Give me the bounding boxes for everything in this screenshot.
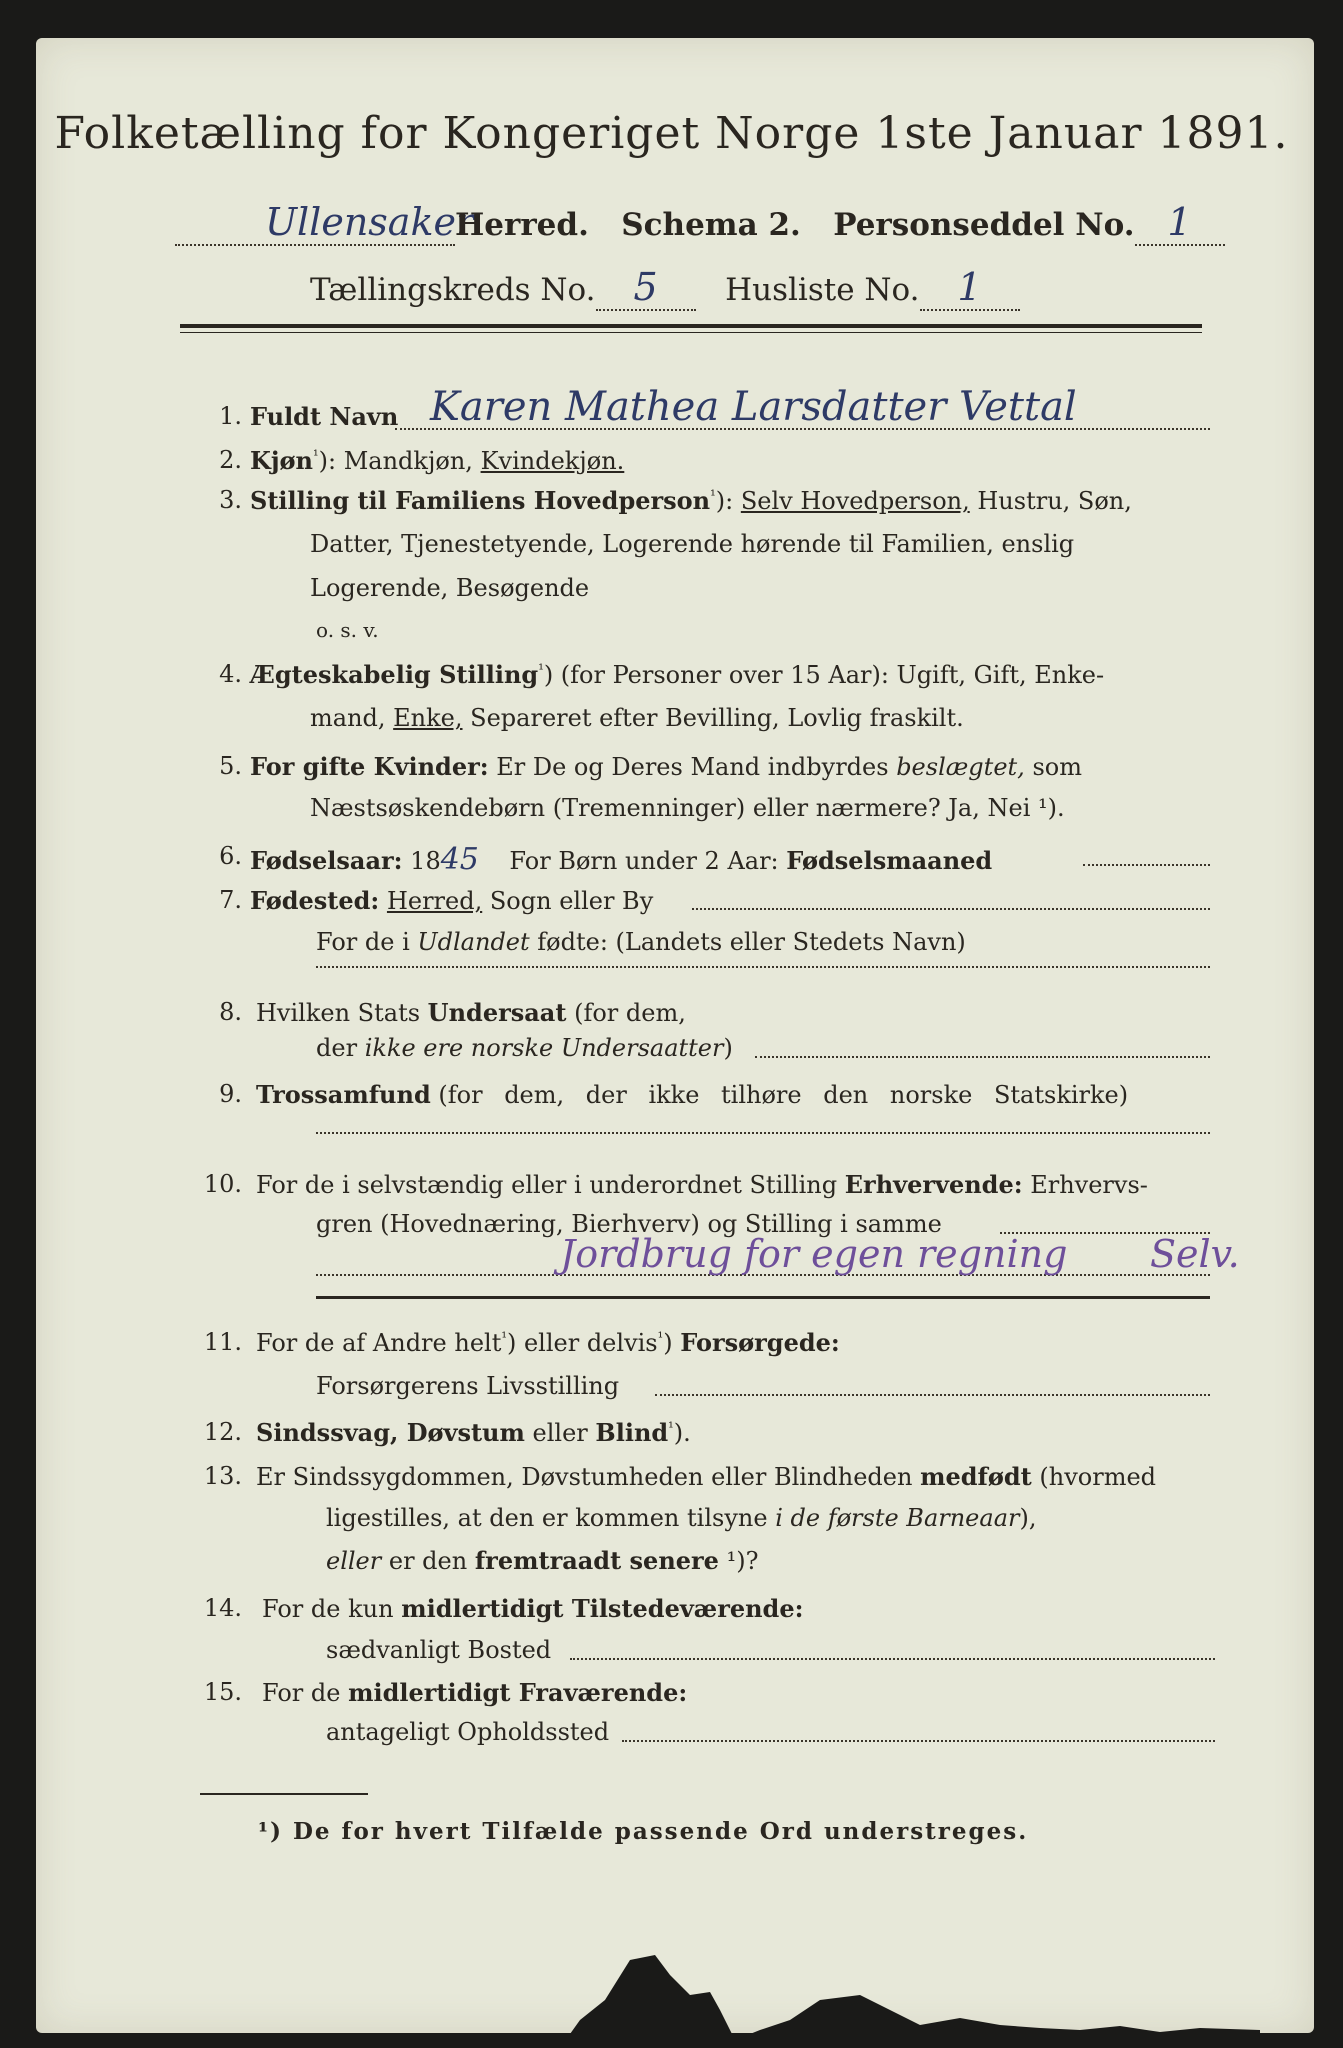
form-title: Folketælling for Kongeriget Norge 1ste Januar 1891. [54,108,1289,159]
item-3-marked-option: Selv Hovedperson, [740,487,970,515]
header-line-herred [175,200,1225,246]
kreds-value: 5 [633,265,658,309]
husliste-label: Husliste No. [725,272,920,308]
header-rule-thin [180,332,1202,333]
item-2-marked-option: Kvindekjøn. [480,447,625,475]
item-1-label: Fuldt Navn [250,402,399,431]
herred-label: Herred. [455,207,589,243]
birth-year-value: 45 [440,842,479,877]
footnote: ¹) De for hvert Tilfælde passende Ord understreges. [258,1818,1029,1845]
item-10-rule [316,1296,1210,1299]
item-4-marked-option: Enke, [393,704,463,732]
full-name-value: Karen Mathea Larsdatter Vettal [430,384,1077,430]
header-rule [180,324,1202,328]
personseddel-label: Personseddel No. [833,207,1135,243]
torn-edge-damage [560,1900,1260,2048]
header-line-kreds [310,265,1020,311]
kreds-label: Tællingskreds No. [310,272,596,308]
husliste-value: 1 [957,265,982,309]
occupation-value: Jordbrug for egen regning [560,1232,1068,1276]
item-7-marked-option: Herred, [386,887,483,915]
personseddel-value: 1 [1167,200,1192,244]
schema-label: Schema 2. [621,207,801,243]
occupation-status-value: Selv. [1150,1232,1240,1276]
herred-value: Ullensaker [265,200,475,244]
footnote-separator [200,1793,368,1795]
